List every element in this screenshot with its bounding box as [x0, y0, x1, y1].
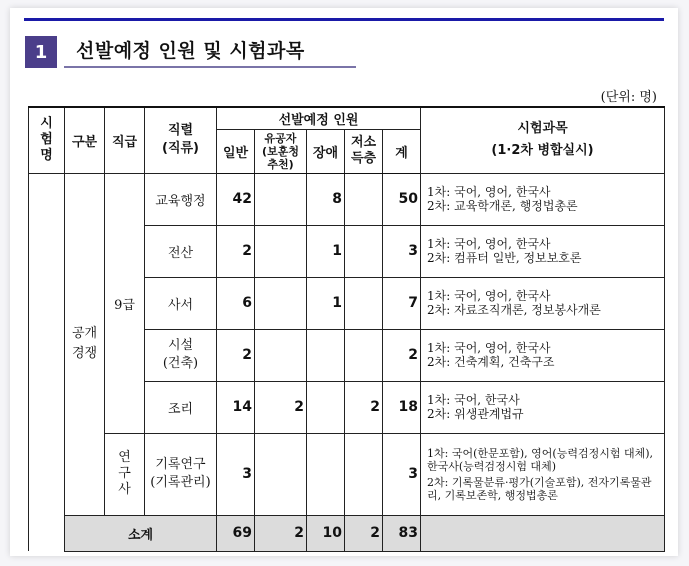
- disabled-count: [307, 381, 345, 433]
- research-grade: 연 구 사: [105, 433, 145, 515]
- table-row: [29, 173, 665, 225]
- general-count: 42: [217, 173, 255, 225]
- general-count: 2: [217, 329, 255, 381]
- header-subjects: 시험과목 (1·2차 병합실시): [421, 107, 665, 173]
- disabled-count: [307, 329, 345, 381]
- subtotal-disabled: 10: [307, 515, 345, 551]
- header-general: 일반: [217, 129, 255, 173]
- header-total: 계: [383, 129, 421, 173]
- subjects-cell: [421, 173, 665, 225]
- grade-9: 9급: [105, 173, 145, 433]
- subjects-cell: [421, 329, 665, 381]
- disabled-count: 8: [307, 173, 345, 225]
- merit-count: [255, 329, 307, 381]
- subjects-cell: [421, 277, 665, 329]
- general-count: 2: [217, 225, 255, 277]
- subject-line-2: 2차: 위생관계법규: [427, 407, 524, 421]
- subject-line-2: 2차: 컴퓨터 일반, 정보보호론: [427, 251, 582, 265]
- merit-count: [255, 433, 307, 515]
- header-group: 선발예정 인원: [217, 107, 421, 129]
- lowincome-count: [345, 173, 383, 225]
- subject-line-2: 2차: 자료조직개론, 정보봉사개론: [427, 303, 601, 317]
- subject-line-2: 2차: 교육학개론, 행정법총론: [427, 199, 578, 213]
- general-count: 14: [217, 381, 255, 433]
- top-rule: [24, 18, 664, 21]
- subject-line-1: 1차: 국어, 영어, 한국사: [427, 237, 551, 251]
- subjects-cell: [421, 381, 665, 433]
- subject-line-2: 2차: 기록물분류·평가(기술포함), 전자기록물관리, 기록보존학, 행정법총론: [427, 475, 652, 502]
- subject-line-1: 1차: 국어, 한국사: [427, 393, 520, 407]
- lowincome-count: [345, 433, 383, 515]
- general-count: 6: [217, 277, 255, 329]
- lowincome-count: [345, 329, 383, 381]
- subject-line-1: 1차: 국어, 영어, 한국사: [427, 289, 551, 303]
- subtotal-row: [29, 515, 665, 551]
- unit-note: (단위: 명): [600, 90, 657, 105]
- disabled-count: [307, 433, 345, 515]
- series-cell: 기록연구 (기록관리): [145, 433, 217, 515]
- table-row: [29, 433, 665, 515]
- series-cell: 교육행정: [145, 173, 217, 225]
- header-series: 직렬 (직류): [145, 107, 217, 173]
- total-count: 50: [383, 173, 421, 225]
- subjects-cell: [421, 433, 665, 515]
- subject-line-1: 1차: 국어, 영어, 한국사: [427, 185, 551, 199]
- header-exam: 시 험 명: [29, 107, 65, 173]
- subtotal-label: 소계: [65, 515, 217, 551]
- header-lowincome: 저소 득층: [345, 129, 383, 173]
- subject-line-1: 1차: 국어(한문포함), 영어(능력검정시험 대체), 한국사(능력검정시험 대체): [427, 446, 654, 473]
- series-cell: 전산: [145, 225, 217, 277]
- total-count: 2: [383, 329, 421, 381]
- general-count: 3: [217, 433, 255, 515]
- subtotal-total: 83: [383, 515, 421, 551]
- section-title: 선발예정 인원 및 시험과목: [64, 34, 356, 68]
- lowincome-count: 2: [345, 381, 383, 433]
- total-count: 3: [383, 225, 421, 277]
- disabled-count: 1: [307, 277, 345, 329]
- series-cell: 시설 (건축): [145, 329, 217, 381]
- section-number: 1: [25, 36, 57, 68]
- subtotal-subjects: [421, 515, 665, 551]
- header-category: 구분: [65, 107, 105, 173]
- recruitment-table: [28, 106, 665, 552]
- subjects-cell: [421, 225, 665, 277]
- subtotal-lowincome: 2: [345, 515, 383, 551]
- merit-count: 2: [255, 381, 307, 433]
- lowincome-count: [345, 225, 383, 277]
- subject-line-1: 1차: 국어, 영어, 한국사: [427, 341, 551, 355]
- header-grade: 직급: [105, 107, 145, 173]
- header-merit: 유공자 (보훈청 추천): [255, 129, 307, 173]
- merit-count: [255, 277, 307, 329]
- lowincome-count: [345, 277, 383, 329]
- recruit-type: 공개 경쟁: [65, 173, 105, 515]
- series-cell: 사서: [145, 277, 217, 329]
- merit-count: [255, 173, 307, 225]
- header-disabled: 장애: [307, 129, 345, 173]
- total-count: 3: [383, 433, 421, 515]
- subject-line-2: 2차: 건축계획, 건축구조: [427, 355, 555, 369]
- series-cell: 조리: [145, 381, 217, 433]
- total-count: 7: [383, 277, 421, 329]
- total-count: 18: [383, 381, 421, 433]
- merit-count: [255, 225, 307, 277]
- subtotal-general: 69: [217, 515, 255, 551]
- disabled-count: 1: [307, 225, 345, 277]
- exam-cell: [29, 173, 65, 551]
- subtotal-merit: 2: [255, 515, 307, 551]
